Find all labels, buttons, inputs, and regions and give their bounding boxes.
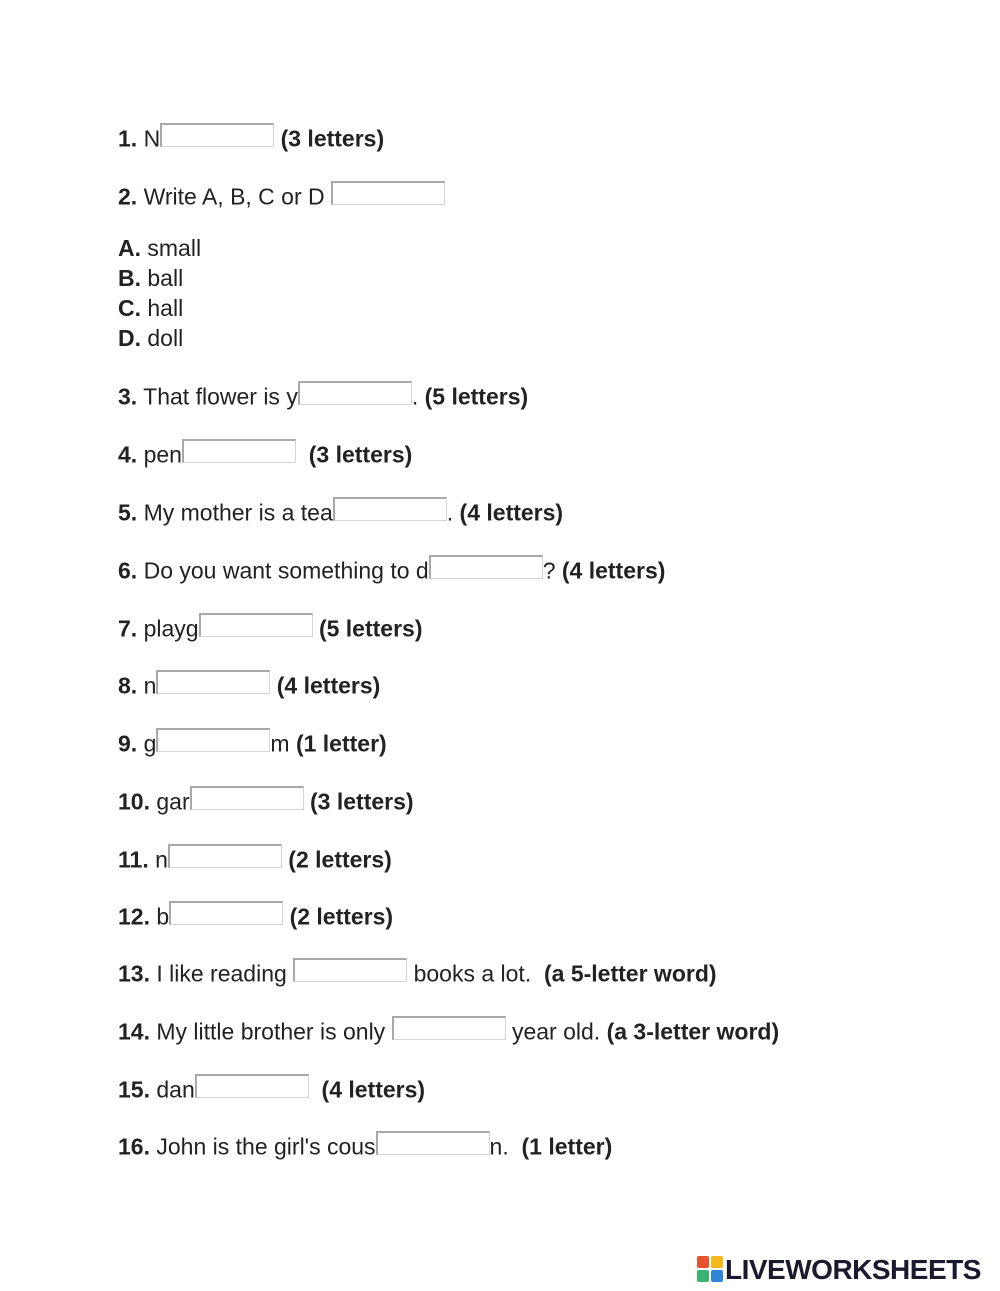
question-text: n: [143, 672, 157, 699]
answer-input-11[interactable]: [168, 844, 282, 868]
question-text: playg: [143, 615, 199, 642]
question-number: 10.: [118, 788, 150, 815]
option-text: small: [147, 235, 202, 261]
question-number: 5.: [118, 499, 138, 526]
question-number: 13.: [118, 960, 150, 987]
question-hint: (a 5-letter word): [544, 960, 717, 987]
question-hint: (2 letters): [289, 903, 394, 930]
question-hint: (1 letter): [295, 730, 387, 757]
question-number: 6.: [118, 557, 138, 584]
question-10: [118, 786, 414, 816]
answer-input-13[interactable]: [293, 958, 407, 982]
answer-input-4[interactable]: [182, 439, 296, 463]
option-letter: A.: [118, 235, 141, 261]
liveworksheets-logo: [697, 1255, 981, 1285]
logo-text: LIVEWORKSHEETS: [725, 1254, 981, 1285]
question-hint: (3 letters): [308, 441, 413, 468]
question-number: 3.: [118, 383, 138, 410]
question-number: 7.: [118, 615, 138, 642]
option-a: [118, 234, 201, 262]
question-number: 11.: [118, 846, 149, 873]
option-c: [118, 294, 183, 322]
question-text-after: m: [270, 730, 290, 757]
question-text: N: [143, 125, 161, 152]
question-text: n: [155, 846, 168, 873]
option-letter: B.: [118, 265, 141, 291]
question-text: pen: [143, 441, 182, 468]
question-11: [118, 844, 392, 874]
question-number: 8.: [118, 672, 138, 699]
question-text: b: [156, 903, 170, 930]
answer-input-15[interactable]: [195, 1074, 309, 1098]
blocks-icon: [697, 1256, 723, 1284]
answer-input-5[interactable]: [333, 497, 447, 521]
question-text: Do you want something to d: [143, 557, 429, 584]
answer-input-2[interactable]: [331, 181, 445, 205]
question-hint: (4 letters): [321, 1076, 426, 1103]
answer-input-8[interactable]: [156, 670, 270, 694]
question-number: 14.: [118, 1018, 150, 1045]
option-letter: C.: [118, 295, 141, 321]
question-7: [118, 613, 423, 643]
option-text: doll: [147, 325, 184, 351]
question-4: [118, 439, 412, 469]
question-text-after: n.: [489, 1133, 509, 1160]
question-text: Write A, B, C or D: [143, 183, 325, 210]
question-text: I like reading: [156, 960, 287, 987]
question-5: [118, 497, 563, 527]
option-b: [118, 264, 183, 292]
question-text-after: year old.: [511, 1018, 601, 1045]
answer-input-6[interactable]: [429, 555, 543, 579]
question-2: [118, 181, 445, 211]
answer-input-12[interactable]: [169, 901, 283, 925]
question-13: [118, 958, 717, 988]
question-text-after: ?: [542, 557, 556, 584]
question-3: [118, 381, 528, 411]
question-8: [118, 670, 380, 700]
question-number: 12.: [118, 903, 150, 930]
question-text-after: .: [446, 499, 454, 526]
answer-input-14[interactable]: [392, 1016, 506, 1040]
question-text: That flower is y: [143, 383, 298, 410]
question-number: 4.: [118, 441, 138, 468]
question-text: My little brother is only: [156, 1018, 386, 1045]
question-15: [118, 1074, 425, 1104]
question-hint: (1 letter): [521, 1133, 613, 1160]
question-hint: (4 letters): [276, 672, 381, 699]
question-6: [118, 555, 665, 585]
answer-input-16[interactable]: [376, 1131, 490, 1155]
answer-input-3[interactable]: [298, 381, 412, 405]
question-number: 16.: [118, 1133, 150, 1160]
question-number: 2.: [118, 183, 138, 210]
answer-input-1[interactable]: [160, 123, 274, 147]
question-hint: (3 letters): [280, 125, 385, 152]
question-1: [118, 123, 384, 153]
question-hint: (5 letters): [424, 383, 529, 410]
question-hint: (2 letters): [288, 846, 392, 873]
question-text: dan: [156, 1076, 195, 1103]
option-d: [118, 324, 183, 352]
question-number: 9.: [118, 730, 138, 757]
question-number: 1.: [118, 125, 138, 152]
question-hint: (4 letters): [561, 557, 666, 584]
question-16: [118, 1131, 612, 1161]
question-text-after: books a lot.: [413, 960, 532, 987]
question-12: [118, 901, 393, 931]
question-text: gar: [156, 788, 190, 815]
question-text: John is the girl's cous: [156, 1133, 376, 1160]
option-text: hall: [147, 295, 184, 321]
question-14: [118, 1016, 779, 1046]
question-hint: (a 3-letter word): [606, 1018, 780, 1045]
option-letter: D.: [118, 325, 141, 351]
question-hint: (3 letters): [310, 788, 414, 815]
answer-input-9[interactable]: [156, 728, 270, 752]
question-text: g: [143, 730, 157, 757]
question-number: 15.: [118, 1076, 150, 1103]
question-text: My mother is a tea: [143, 499, 333, 526]
question-text-after: .: [411, 383, 419, 410]
answer-input-7[interactable]: [199, 613, 313, 637]
question-hint: (4 letters): [459, 499, 564, 526]
question-9: [118, 728, 387, 758]
question-hint: (5 letters): [318, 615, 423, 642]
option-text: ball: [147, 265, 184, 291]
answer-input-10[interactable]: [190, 786, 304, 810]
